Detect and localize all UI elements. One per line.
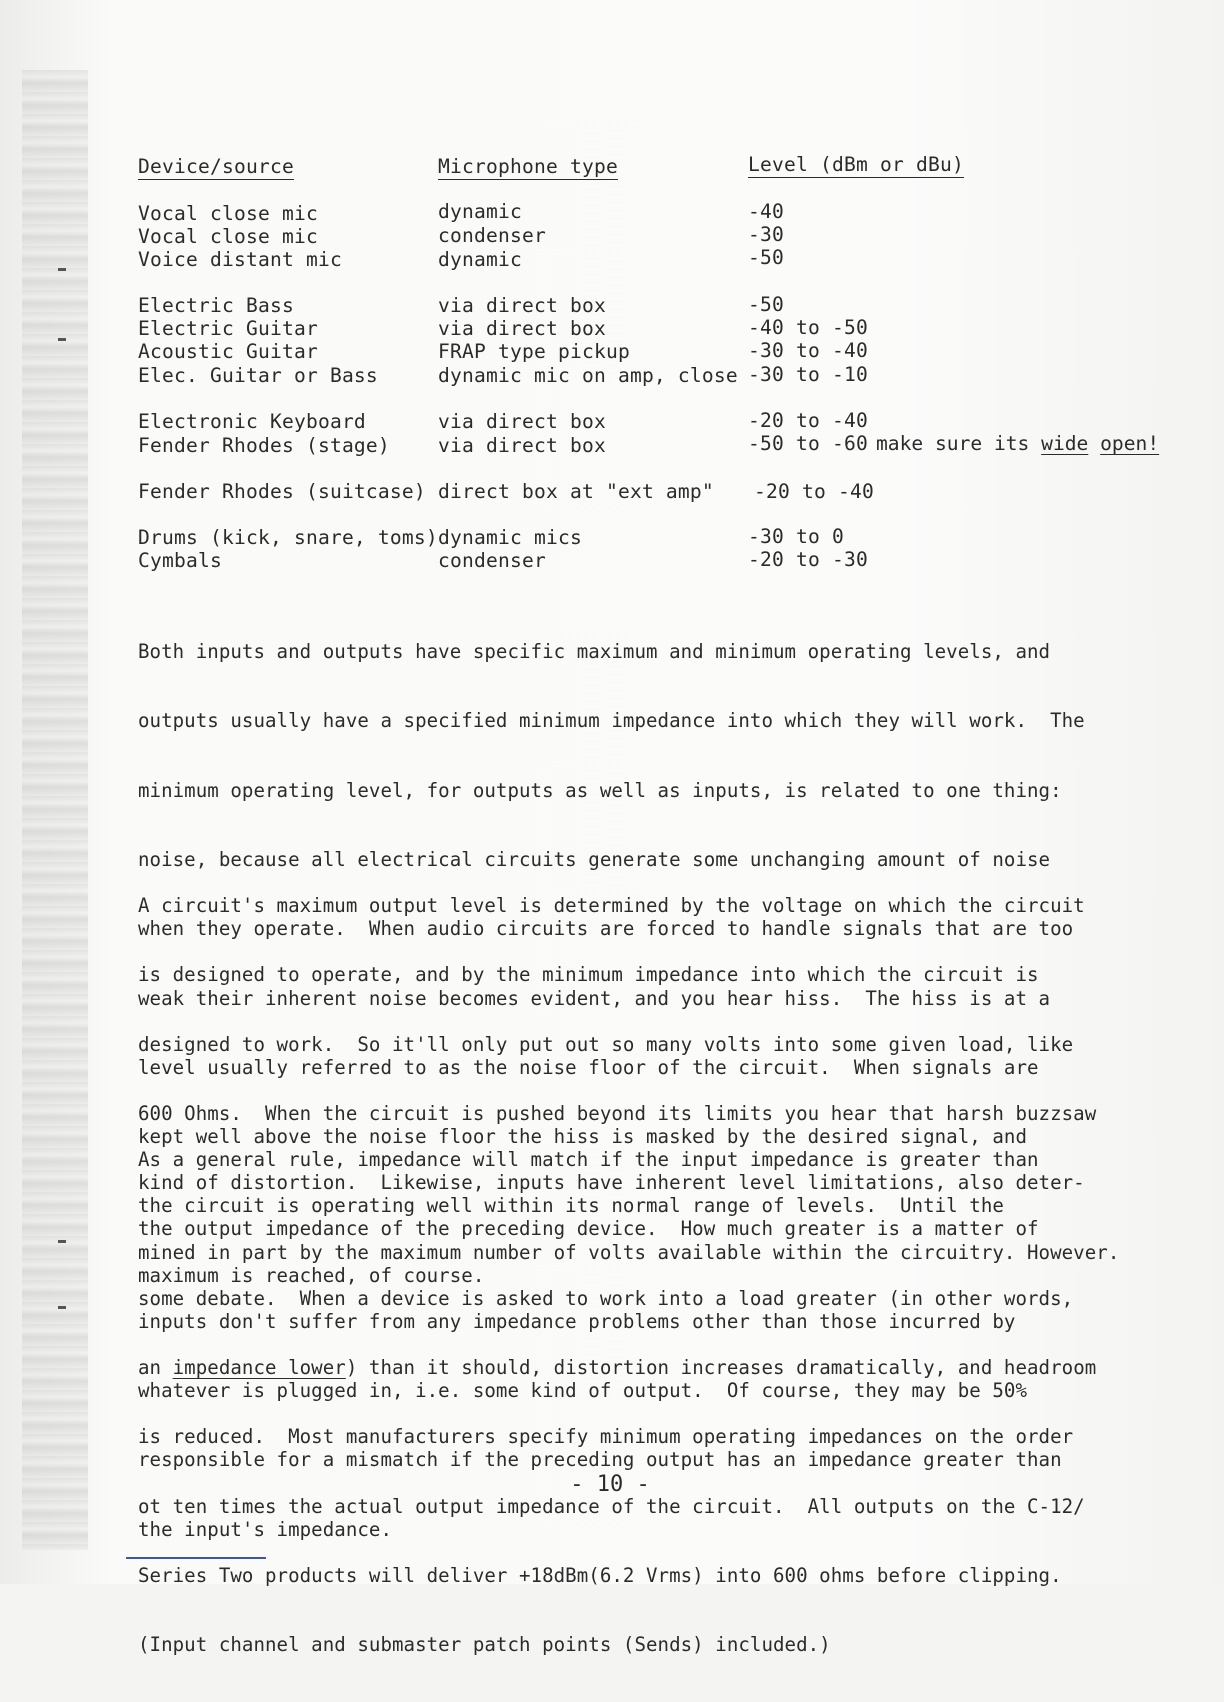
table-cell-level: -30 to -40 [748, 339, 868, 362]
rhodes-note-open: open! [1100, 432, 1160, 455]
table-cell-level: -30 to -10 [748, 363, 868, 386]
paragraph-line: ot ten times the actual output impedance of the circuit. All outputs on the C-12/ [138, 1494, 1085, 1518]
table-cell-device: Cymbals [138, 549, 222, 572]
table-cell-level: -40 to -50 [748, 316, 868, 339]
page-number: - 10 - [570, 1472, 650, 1497]
table-cell-mic: dynamic mic on amp, close [438, 364, 738, 387]
paragraph-line: kind of distortion. Likewise, inputs have inherent level limitations, also deter- [138, 1171, 1085, 1195]
paragraph-line: when they operate. When audio circuits are forced to handle signals that are too [138, 917, 1074, 941]
paragraph-line: the input's impedance. [138, 1517, 392, 1541]
paragraph-line: whatever is plugged in, i.e. some kind of output. Of course, they may be 50% [138, 1379, 1027, 1403]
paragraph-line: 600 Ohms. When the circuit is pushed beyond its limits you hear that harsh buzzsaw [138, 1102, 1097, 1126]
paragraph-impedance-rule [138, 1102, 1138, 1702]
table-cell-device: Voice distant mic [138, 248, 342, 271]
table-cell-level: -20 to -30 [748, 548, 868, 571]
paragraph-line: minimum operating level, for outputs as well as inputs, is related to one thing: [138, 778, 1062, 802]
table-cell-level: -50 to -60 [748, 432, 868, 455]
table-cell-mic: dynamic [438, 248, 522, 271]
table-cell-device: Drums (kick, snare, toms) [138, 526, 438, 549]
paragraph-line: kept well above the noise floor the hiss is masked by the desired signal, and [138, 1125, 1027, 1149]
table-cell-device: Electric Bass [138, 294, 294, 317]
paragraph-line: noise, because all electrical circuits generate some unchanging amount of noise [138, 848, 1051, 872]
table-cell-device: Vocal close mic [138, 202, 318, 225]
table-cell-level: -20 to -40 [754, 480, 874, 503]
table-cell-mic: via direct box [438, 317, 606, 340]
table-cell-mic: via direct box [438, 434, 606, 457]
paragraph-line: (Input channel and submaster patch points (Sends) included.) [138, 1633, 831, 1657]
table-cell-mic: via direct box [438, 410, 606, 433]
rhodes-note-prefix: make sure its [876, 432, 1042, 455]
scan-edge-line [126, 1557, 266, 1559]
paragraph-line: outputs usually have a specified minimum impedance into which they will work. The [138, 709, 1085, 733]
table-cell-device: Vocal close mic [138, 225, 318, 248]
header-microphone-type: Microphone type [438, 155, 618, 178]
table-cell-level: -50 [748, 293, 784, 316]
paragraph-line [138, 1356, 1138, 1379]
rhodes-note-space [1088, 432, 1100, 455]
table-cell-mic: condenser [438, 224, 546, 247]
table-cell-device: Elec. Guitar or Bass [138, 364, 378, 387]
rhodes-note-wide: wide [1041, 432, 1089, 455]
binding-shadow [22, 70, 88, 1550]
binding-mark [58, 338, 66, 341]
table-cell-device: Fender Rhodes (stage) [138, 434, 390, 457]
table-cell-device: Fender Rhodes (suitcase) [138, 480, 426, 503]
paragraph-line: mined in part by the maximum number of volts available within the circuitry. However. [138, 1240, 1120, 1264]
header-device-source: Device/source [138, 155, 294, 178]
binding-mark [58, 268, 66, 271]
binding-mark [58, 1306, 66, 1309]
table-cell-mic: via direct box [438, 294, 606, 317]
paragraph-line: weak their inherent noise becomes evident, and you hear hiss. The hiss is at a [138, 986, 1051, 1010]
table-cell-device: Acoustic Guitar [138, 340, 318, 363]
table-cell-mic: direct box at "ext amp" [438, 480, 714, 503]
table-cell-level: -40 [748, 200, 784, 223]
paragraph-line: maximum is reached, of course. [138, 1263, 485, 1287]
paragraph-line: some debate. When a device is asked to work into a load greater (in other words, [138, 1286, 1074, 1310]
table-cell-device: Electric Guitar [138, 317, 318, 340]
paragraph-line: the output impedance of the preceding device. How much greater is a matter of [138, 1217, 1039, 1241]
paragraph-line: level usually referred to as the noise floor of the circuit. When signals are [138, 1055, 1039, 1079]
table-cell-mic: dynamic [438, 200, 522, 223]
paragraph-line: is reduced. Most manufacturers specify minimum operating impedances on the order [138, 1425, 1074, 1449]
paragraph-line: As a general rule, impedance will match if the input impedance is greater than [138, 1148, 1039, 1172]
underlined-phrase: impedance lower [172, 1356, 346, 1380]
paragraph-line: A circuit's maximum output level is determined by the voltage on which the circuit [138, 894, 1085, 918]
binding-mark [58, 1240, 66, 1243]
line-text: ) than it should, distortion increases dramatically, and headroom [345, 1356, 1097, 1380]
table-cell-mic: FRAP type pickup [438, 340, 630, 363]
table-cell-mic: condenser [438, 549, 546, 572]
table-cell-mic: dynamic mics [438, 526, 582, 549]
paragraph-line: inputs don't suffer from any impedance problems other than those incurred by [138, 1309, 1016, 1333]
header-level: Level (dBm or dBu) [748, 153, 964, 176]
paragraph-line: responsible for a mismatch if the preceding output has an impedance greater than [138, 1448, 1062, 1472]
table-cell-level: -50 [748, 246, 784, 269]
table-cell-device: Electronic Keyboard [138, 410, 366, 433]
paragraph-line: is designed to operate, and by the minimum impedance into which the circuit is [138, 963, 1039, 987]
table-cell-level: -20 to -40 [748, 409, 868, 432]
table-cell-level: -30 to 0 [748, 525, 844, 548]
table-cell-level: -30 [748, 223, 784, 246]
paragraph-line: the circuit is operating well within its normal range of levels. Until the [138, 1194, 1004, 1218]
paragraph-line: designed to work. So it'll only put out so many volts into some given load, like [138, 1032, 1074, 1056]
paragraph-line: Both inputs and outputs have specific maximum and minimum operating levels, and [138, 640, 1051, 664]
rhodes-note [876, 432, 1159, 455]
paragraph-line: Series Two products will deliver +18dBm(6.2 Vrms) into 600 ohms before clipping. [138, 1563, 1062, 1587]
line-text: an [138, 1356, 173, 1380]
